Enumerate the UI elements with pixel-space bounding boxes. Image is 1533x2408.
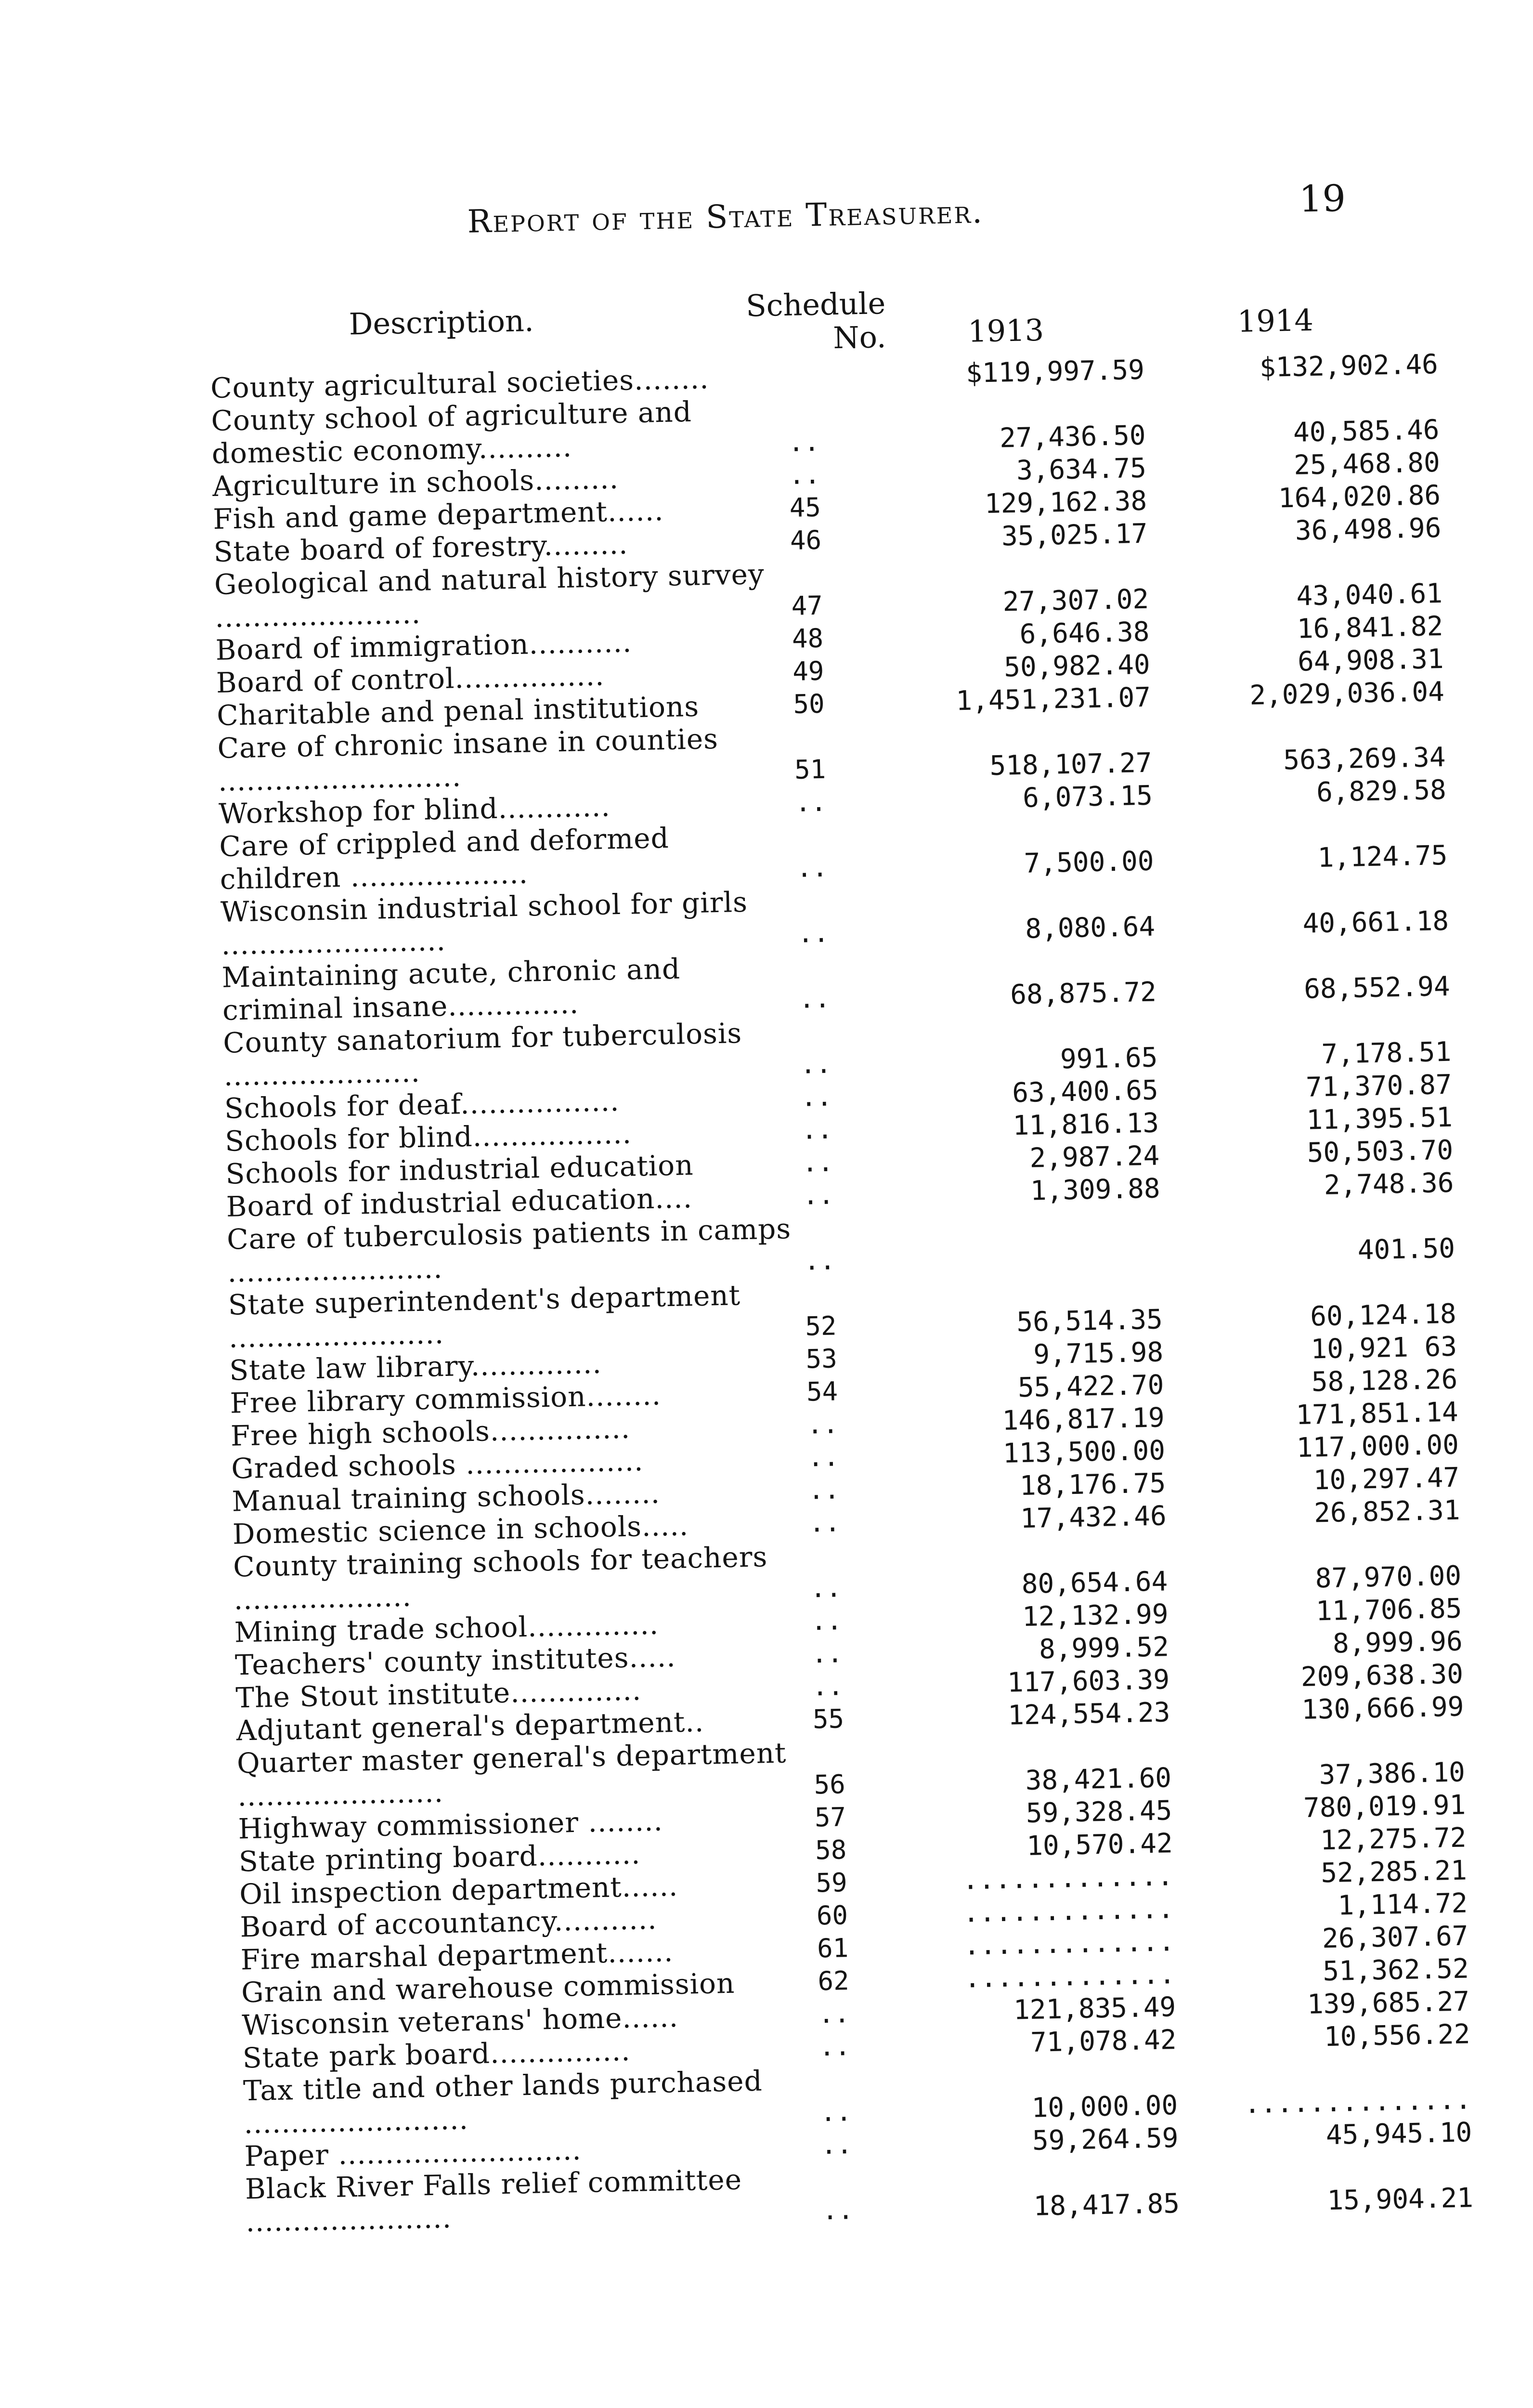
row-value-1914: 36,498.96 (1295, 512, 1442, 547)
row-value-1914: 6,829.58 (1316, 774, 1447, 809)
row-schedule-no: 53 (805, 1343, 838, 1374)
row-value-1913: 9,715.98 (1033, 1336, 1164, 1371)
row-value-1914: 117,000.00 (1296, 1429, 1459, 1464)
row-description: Board of accountancy........... (239, 1902, 658, 1944)
page-title: Report of the State Treasurer. (467, 193, 984, 240)
row-description: Fire marshal department....... (240, 1935, 674, 1976)
row-value-1914: 11,395.51 (1306, 1101, 1453, 1136)
row-value-1914: 130,666.99 (1301, 1691, 1464, 1726)
row-value-1913: 146,817.19 (1001, 1402, 1165, 1437)
row-description: Board of immigration........... (215, 626, 632, 667)
row-schedule-no: .. (822, 2195, 854, 2226)
description-column-header: Description. (349, 303, 534, 342)
row-value-1914: 45,945.10 (1325, 2117, 1472, 2151)
row-value-1914: 40,661.18 (1302, 905, 1449, 940)
row-value-1914: 15,904.21 (1326, 2182, 1474, 2217)
row-schedule-no: 47 (791, 590, 823, 621)
row-schedule-no: .. (810, 1605, 843, 1636)
row-value-1914: 60,124.18 (1310, 1298, 1457, 1333)
row-value-1914: 40,585.46 (1293, 414, 1440, 448)
row-value-1914: 1,114.72 (1337, 1887, 1468, 1922)
row-description: Tax title and other lands purchased ........................ (243, 2064, 772, 2140)
row-schedule-no: .. (820, 2096, 852, 2128)
row-schedule-no: 49 (792, 655, 824, 687)
row-schedule-no: 58 (815, 1834, 847, 1866)
row-value-1914: 1,124.75 (1317, 839, 1448, 874)
row-value-1914: 164,020.86 (1278, 480, 1441, 514)
row-schedule-no: 54 (806, 1376, 838, 1407)
row-schedule-no: .. (818, 2031, 851, 2062)
row-value-1914: 10,556.22 (1324, 2018, 1470, 2053)
row-value-1914: 209,638.30 (1300, 1658, 1464, 1693)
row-value-1913: 80,654.64 (1021, 1566, 1168, 1600)
row-value-1913: 113,500.00 (1002, 1435, 1166, 1469)
year-1914-column-header: 1914 (1237, 302, 1314, 340)
schedule-column-header (731, 287, 887, 357)
row-schedule-no: .. (800, 1048, 832, 1080)
row-description: Maintaining acute, chronic and criminal insane.............. (221, 952, 690, 1027)
row-value-1913: 50,982.40 (1003, 649, 1151, 683)
row-value-1913: 27,436.50 (999, 419, 1146, 454)
row-value-1913: 991.65 (1060, 1042, 1158, 1075)
row-schedule-no: 52 (805, 1310, 837, 1342)
row-description: Oil inspection department...... (239, 1869, 678, 1911)
row-value-1914: 10,921 63 (1310, 1331, 1457, 1365)
row-value-1913: 38,421.60 (1025, 1762, 1172, 1797)
row-value-1914: 2,029,036.04 (1249, 676, 1445, 711)
row-schedule-no: 59 (815, 1867, 848, 1898)
row-value-1913: 18,176.75 (1019, 1467, 1166, 1502)
row-value-1914: $132,902.46 (1259, 349, 1439, 384)
row-value-1913: 8,080.64 (1025, 911, 1156, 945)
row-value-1913: 121,835.49 (1013, 1991, 1176, 2026)
row-value-1913: ............. (962, 1860, 1174, 1896)
row-value-1913: 27,307.02 (1002, 583, 1149, 618)
row-schedule-no: .. (796, 852, 828, 883)
page-header (0, 173, 1515, 265)
row-description: Manual training schools........ (231, 1477, 661, 1518)
row-value-1913: 63,400.65 (1012, 1074, 1159, 1109)
row-value-1914: 37,386.10 (1318, 1756, 1466, 1791)
row-description: Wisconsin veterans' home...... (241, 2000, 679, 2042)
row-description: County sanatorium for tuberculosis ..................... (222, 1016, 752, 1092)
row-schedule-no: .. (788, 426, 820, 458)
row-description: Charitable and penal institutions (216, 690, 700, 732)
year-1913-column-header: 1913 (967, 312, 1044, 349)
row-description: Adjutant general's department.. (236, 1705, 704, 1747)
row-schedule-no: 57 (814, 1802, 846, 1833)
row-value-1914: 50,503.70 (1307, 1134, 1454, 1169)
row-value-1913: 6,646.38 (1019, 616, 1150, 650)
row-schedule-no: .. (804, 1245, 836, 1276)
row-schedule-no: 46 (790, 524, 822, 556)
row-value-1914: 25,468.80 (1293, 447, 1441, 481)
row-value-1913: 11,816.13 (1012, 1107, 1159, 1142)
row-description: State superintendent's department ....................... (228, 1278, 751, 1354)
row-schedule-no: .. (794, 786, 827, 818)
row-value-1913: 1,451,231.07 (955, 681, 1151, 717)
row-value-1914: 7,178.51 (1321, 1036, 1452, 1070)
row-description: Care of tuberculosis patients in camps ....................... (226, 1212, 801, 1289)
row-schedule-no: .. (811, 1638, 844, 1669)
row-description: State board of forestry......... (213, 527, 628, 568)
row-value-1913: 59,328.45 (1026, 1795, 1172, 1830)
row-value-1913: 124,554.23 (1007, 1697, 1171, 1731)
row-value-1914: 2,748.36 (1324, 1167, 1455, 1201)
row-value-1913: 10,570.42 (1026, 1828, 1173, 1862)
row-schedule-no: .. (802, 1147, 834, 1178)
row-schedule-no: .. (788, 459, 821, 490)
row-value-1914: 68,552.94 (1303, 970, 1451, 1005)
row-description: Quarter master general's department ...................... (236, 1736, 796, 1813)
row-value-1914: 52,285.21 (1320, 1855, 1468, 1889)
page-number: 19 (1299, 176, 1346, 221)
row-value-1913: 18,417.85 (1033, 2188, 1180, 2222)
row-schedule-no: .. (807, 1441, 840, 1473)
row-schedule-no: .. (806, 1409, 839, 1440)
row-value-1913: 7,500.00 (1024, 845, 1155, 879)
row-description: Board of industrial education.... (226, 1181, 693, 1223)
row-value-1914: .............. (1244, 2084, 1472, 2120)
row-value-1914: 58,128.26 (1311, 1363, 1458, 1398)
row-description: Domestic science in schools..... (232, 1509, 689, 1551)
row-description: Schools for blind................. (224, 1117, 632, 1158)
row-value-1913: 518,107.27 (989, 747, 1153, 782)
row-description: Agriculture in schools......... (212, 462, 619, 503)
row-value-1913: 56,514.35 (1016, 1304, 1163, 1338)
schedule-header-line2: No. (832, 319, 887, 356)
row-schedule-no: 56 (814, 1769, 846, 1800)
row-description: Board of control................ (216, 659, 605, 699)
row-value-1913: 55,422.70 (1017, 1369, 1164, 1404)
row-description: Highway commissioner ........ (238, 1804, 663, 1845)
row-value-1914: 780,019.91 (1303, 1789, 1466, 1824)
row-schedule-no: .. (818, 1998, 850, 2029)
row-schedule-no: .. (797, 917, 830, 949)
row-value-1913: 117,603.39 (1007, 1664, 1170, 1699)
row-schedule-no: .. (812, 1671, 844, 1702)
row-description: Grain and warehouse commission (241, 1966, 735, 2009)
row-value-1914: 401.50 (1357, 1232, 1455, 1266)
row-value-1913: 35,025.17 (1001, 518, 1148, 552)
row-description: County agricultural societies........ (210, 362, 710, 405)
row-value-1914: 10,297.47 (1313, 1462, 1460, 1496)
row-description: Workshop for blind............ (218, 790, 611, 830)
row-value-1914: 171,851.14 (1295, 1396, 1459, 1431)
row-value-1913: 68,875.72 (1010, 976, 1157, 1011)
row-description: Wisconsin industrial school for girls ........................ (220, 885, 757, 961)
row-value-1914: 26,307.67 (1322, 1920, 1469, 1955)
row-value-1913: 1,309.88 (1030, 1173, 1161, 1207)
row-schedule-no: .. (820, 2129, 853, 2160)
row-description: County school of agriculture and domestic economy.......... (210, 395, 702, 470)
row-schedule-no: 60 (816, 1900, 848, 1931)
schedule-header-line1: Schedule (745, 286, 886, 324)
row-value-1914: 51,362.52 (1322, 1953, 1469, 1988)
row-schedule-no: .. (802, 1179, 834, 1211)
row-value-1913: 71,078.42 (1030, 2024, 1177, 2058)
row-description: Geological and natural history survey ...................... (214, 557, 774, 634)
row-description: Black River Falls relief committee ...................... (245, 2163, 752, 2238)
row-value-1914: 16,841.82 (1297, 610, 1443, 645)
row-value-1913: 8,999.52 (1039, 1631, 1169, 1665)
row-schedule-no: .. (800, 1081, 832, 1112)
row-description: Free high schools............... (230, 1412, 631, 1453)
row-value-1913: 59,264.59 (1032, 2122, 1179, 2157)
row-value-1913: 17,432.46 (1020, 1500, 1167, 1535)
row-description: State law library.............. (229, 1347, 602, 1387)
row-schedule-no: 62 (817, 1965, 850, 1997)
row-value-1914: 11,706.85 (1315, 1593, 1463, 1627)
row-value-1914: 26,852.31 (1313, 1494, 1461, 1529)
row-schedule-no: .. (798, 983, 831, 1014)
row-schedule-no: 61 (817, 1933, 849, 1964)
row-description: State park board............... (242, 2034, 631, 2075)
row-value-1913: 12,132.99 (1022, 1598, 1169, 1633)
row-value-1914: 43,040.61 (1296, 577, 1443, 612)
row-description: The Stout institute.............. (235, 1674, 642, 1714)
row-description: Mining trade school.............. (234, 1608, 659, 1649)
row-description: Teachers' county institutes..... (234, 1640, 676, 1682)
row-schedule-no: 50 (792, 688, 825, 720)
row-description: Schools for deaf................. (224, 1084, 620, 1125)
row-description: Paper .......................... (244, 2133, 582, 2173)
row-schedule-no: 55 (812, 1703, 844, 1735)
row-description: State printing board........... (238, 1837, 641, 1878)
row-value-1914: 71,370.87 (1305, 1069, 1453, 1103)
row-description: Fish and game department...... (212, 494, 664, 536)
row-schedule-no: .. (801, 1114, 833, 1145)
row-value-1913: 2,987.24 (1029, 1140, 1160, 1174)
row-value-1914: 12,275.72 (1320, 1822, 1467, 1857)
row-value-1914: 8,999.96 (1332, 1625, 1463, 1660)
row-value-1914: 64,908.31 (1297, 643, 1444, 678)
row-description: County training schools for teachers ................... (233, 1540, 778, 1616)
row-schedule-no: .. (808, 1507, 841, 1538)
row-value-1913: 3,634.75 (1016, 452, 1147, 486)
row-description: Schools for industrial education (225, 1149, 694, 1191)
row-description: Free library commission........ (230, 1378, 662, 1420)
row-description: Care of chronic insane in counties .......................... (217, 722, 728, 798)
row-value-1913: 129,162.38 (984, 485, 1147, 520)
row-value-1913: 6,073.15 (1022, 780, 1153, 814)
row-schedule-no: 48 (792, 623, 824, 654)
row-value-1914: 139,685.27 (1307, 1986, 1470, 2020)
row-schedule-no: .. (808, 1474, 840, 1505)
row-value-1913: ............. (962, 1893, 1174, 1929)
row-value-1913: $119,997.59 (965, 354, 1145, 389)
row-schedule-no: 45 (789, 492, 821, 523)
row-value-1913: ............. (964, 1959, 1176, 1994)
row-description: Graded schools ................... (231, 1444, 644, 1485)
row-schedule-no: .. (810, 1572, 842, 1604)
expenditure-table (210, 348, 1498, 2238)
row-description: Care of crippled and deformed children ................... (219, 821, 679, 896)
row-value-1914: 563,269.34 (1283, 741, 1446, 776)
row-schedule-no: 51 (794, 754, 826, 785)
row-value-1913: 10,000.00 (1031, 2090, 1178, 2124)
row-value-1914: 87,970.00 (1315, 1560, 1462, 1595)
row-value-1913: ............. (963, 1926, 1175, 1962)
